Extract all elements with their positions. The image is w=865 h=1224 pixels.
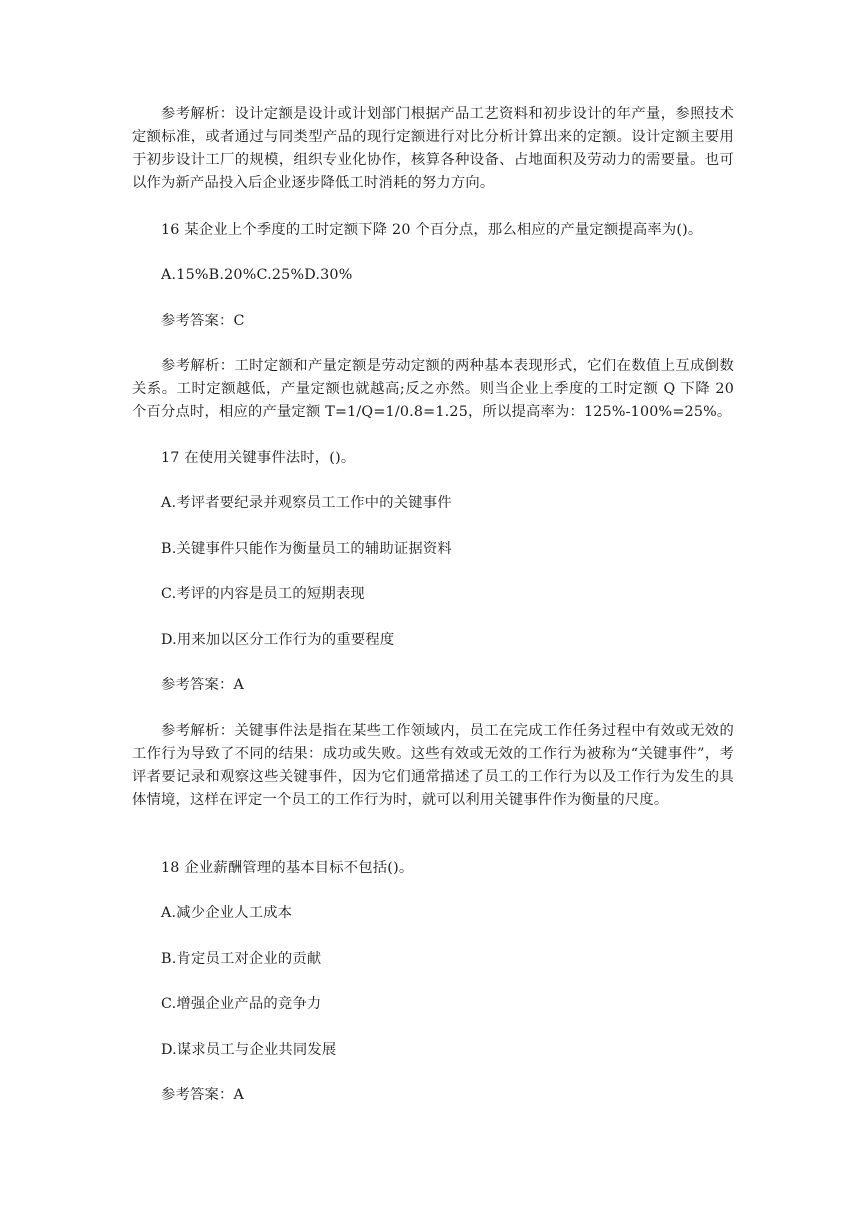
question-17: 17 在使用关键事件法时，()。 [161,450,356,466]
question-18-answer: 参考答案：A [161,1087,245,1103]
question-18-option-c: C.增强企业产品的竞争力 [161,996,322,1012]
question-16-analysis: 参考解析：工时定额和产量定额是劳动定额的两种基本表现形式，它们在数值上互成倒数关系。工时定额越低，产量定额也就越高;反之亦然。则当企业上季度的工时定额 Q 下降 20 个百分点时，相应的产量定额 T=1/Q=1/0.8=1.25，所以提高率为：125%-100%=25%。 [132,358,734,420]
question-16-options: A.15%B.20%C.25%D.30% [161,267,353,283]
question-16: 16 某企业上个季度的工时定额下降 20 个百分点，那么相应的产量定额提高率为()。 [161,222,703,238]
question-17-answer: 参考答案：A [161,677,245,693]
question-17-option-a: A.考评者要纪录并观察员工工作中的关键事件 [161,495,452,511]
question-18-option-d: D.谋求员工与企业共同发展 [161,1042,337,1058]
question-17-option-b: B.关键事件只能作为衡量员工的辅助证据资料 [161,541,452,557]
question-18-option-a: A.减少企业人工成本 [161,905,293,921]
question-17-option-c: C.考评的内容是员工的短期表现 [161,586,365,602]
question-16-answer: 参考答案：C [161,313,245,329]
question-17-option-d: D.用来加以区分工作行为的重要程度 [161,632,395,648]
analysis-paragraph-15: 参考解析：设计定额是设计或计划部门根据产品工艺资料和初步设计的年产量，参照技术定额标准，或者通过与同类型产品的现行定额进行对比分析计算出来的定额。设计定额主要用于初步设计工厂的规模，组织专业化协作，核算各种设备、占地面积及劳动力的需要量。也可以作为新产品投入后企业逐步降低工时消耗的努力方向。 [132,106,734,191]
question-18-option-b: B.肯定员工对企业的贡献 [161,951,322,967]
question-17-analysis: 参考解析：关键事件法是指在某些工作领域内，员工在完成工作任务过程中有效或无效的工作行为导致了不同的结果：成功或失败。这些有效或无效的工作行为被称为“关键事件”，考评者要记录和观察这些关键事件，因为它们通常描述了员工的工作行为以及工作行为发生的具体情境，这样在评定一个员工的工作行为时，就可以利用关键事件作为衡量的尺度。 [132,723,734,808]
question-18: 18 企业薪酬管理的基本目标不包括()。 [161,860,414,876]
